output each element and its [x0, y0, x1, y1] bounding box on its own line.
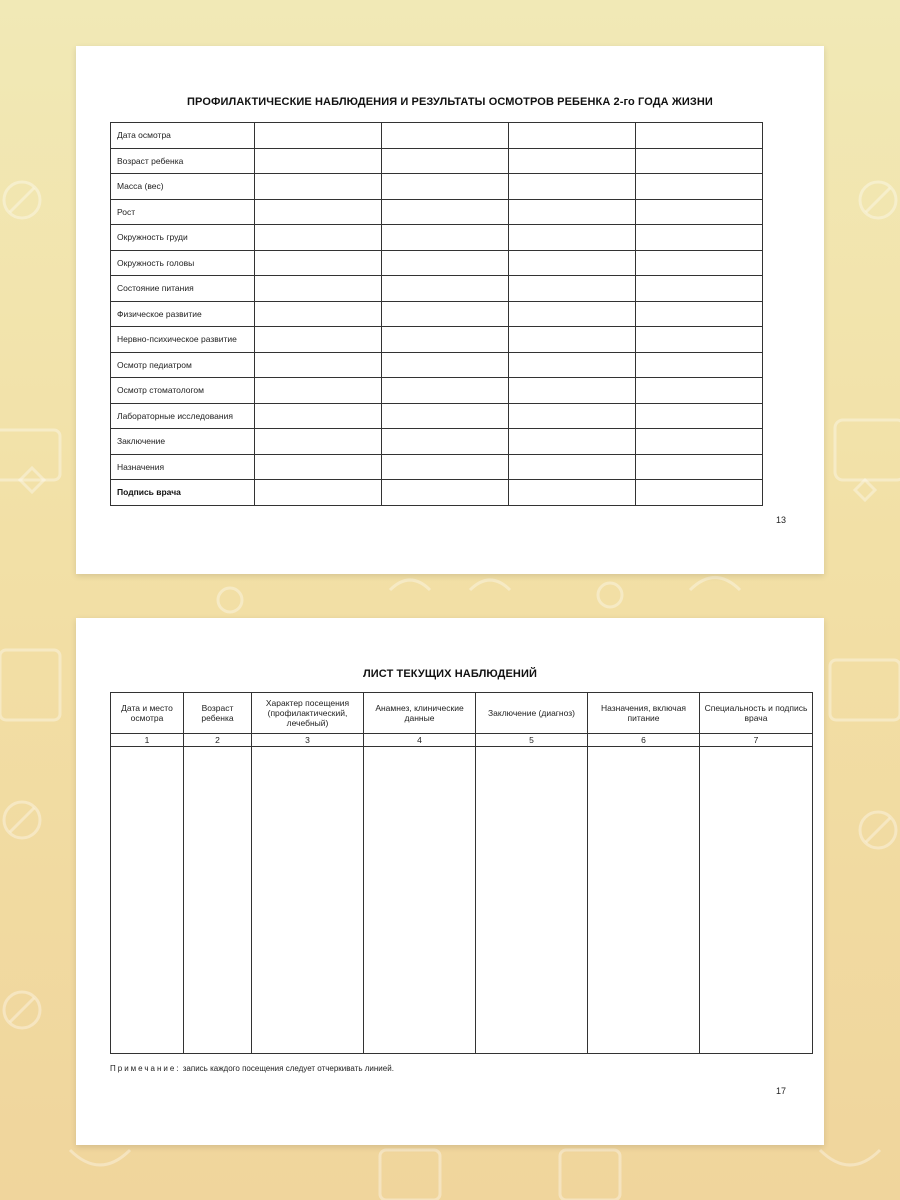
column-number: 6 [588, 734, 700, 747]
entry-cell[interactable] [636, 174, 763, 200]
entry-cell[interactable] [255, 403, 382, 429]
entry-cell[interactable] [255, 276, 382, 302]
document-page-13 [76, 46, 824, 574]
entry-cell[interactable] [636, 352, 763, 378]
entry-cell[interactable] [509, 250, 636, 276]
entry-cell[interactable] [255, 480, 382, 506]
table-row [111, 276, 763, 302]
entry-cell[interactable] [255, 225, 382, 251]
table-row [111, 123, 763, 149]
row-label: Окружность груди [111, 225, 255, 251]
entry-cell[interactable] [636, 378, 763, 404]
entry-column[interactable] [588, 747, 700, 1054]
entry-cell[interactable] [382, 250, 509, 276]
column-header: Характер посещения (профилактический, лечебный) [252, 693, 364, 734]
entry-cell[interactable] [509, 276, 636, 302]
row-label: Масса (вес) [111, 174, 255, 200]
column-number: 1 [111, 734, 184, 747]
entry-cell[interactable] [636, 123, 763, 149]
column-header: Возраст ребенка [184, 693, 252, 734]
table-body-row [111, 747, 813, 1054]
row-label: Окружность головы [111, 250, 255, 276]
entry-cell[interactable] [509, 148, 636, 174]
row-label: Осмотр педиатром [111, 352, 255, 378]
entry-cell[interactable] [636, 301, 763, 327]
entry-cell[interactable] [509, 199, 636, 225]
table-row [111, 174, 763, 200]
entry-cell[interactable] [255, 250, 382, 276]
row-label: Заключение [111, 429, 255, 455]
entry-cell[interactable] [636, 480, 763, 506]
entry-cell[interactable] [382, 454, 509, 480]
entry-cell[interactable] [382, 301, 509, 327]
entry-column[interactable] [111, 747, 184, 1054]
table-row [111, 225, 763, 251]
row-label: Дата осмотра [111, 123, 255, 149]
entry-cell[interactable] [636, 148, 763, 174]
entry-cell[interactable] [636, 454, 763, 480]
row-label: Физическое развитие [111, 301, 255, 327]
column-header: Анамнез, клинические данные [364, 693, 476, 734]
entry-cell[interactable] [255, 454, 382, 480]
entry-cell[interactable] [636, 225, 763, 251]
column-number: 2 [184, 734, 252, 747]
row-label: Состояние питания [111, 276, 255, 302]
entry-cell[interactable] [382, 174, 509, 200]
table-row [111, 327, 763, 353]
entry-cell[interactable] [382, 123, 509, 149]
row-label: Лабораторные исследования [111, 403, 255, 429]
entry-cell[interactable] [255, 429, 382, 455]
entry-column[interactable] [700, 747, 813, 1054]
entry-cell[interactable] [382, 352, 509, 378]
page-title: ЛИСТ ТЕКУЩИХ НАБЛЮДЕНИЙ [362, 668, 537, 680]
table-row [111, 429, 763, 455]
page-number: 17 [775, 1086, 786, 1096]
column-header: Заключение (диагноз) [476, 693, 588, 734]
entry-cell[interactable] [509, 480, 636, 506]
entry-cell[interactable] [509, 454, 636, 480]
entry-cell[interactable] [509, 123, 636, 149]
entry-cell[interactable] [509, 225, 636, 251]
table-row [111, 199, 763, 225]
entry-cell[interactable] [255, 327, 382, 353]
entry-cell[interactable] [382, 403, 509, 429]
entry-column[interactable] [476, 747, 588, 1054]
preventive-observations-table [110, 122, 763, 506]
column-number: 7 [700, 734, 813, 747]
entry-cell[interactable] [255, 301, 382, 327]
table-row [111, 250, 763, 276]
row-label: Рост [111, 199, 255, 225]
entry-cell[interactable] [255, 199, 382, 225]
entry-cell[interactable] [382, 148, 509, 174]
entry-cell[interactable] [509, 429, 636, 455]
entry-cell[interactable] [382, 225, 509, 251]
row-label: Нервно-психическое развитие [111, 327, 255, 353]
entry-cell[interactable] [382, 327, 509, 353]
entry-cell[interactable] [636, 199, 763, 225]
entry-cell[interactable] [509, 352, 636, 378]
page-number: 13 [775, 515, 786, 525]
entry-column[interactable] [184, 747, 252, 1054]
entry-cell[interactable] [255, 378, 382, 404]
entry-cell[interactable] [255, 352, 382, 378]
entry-cell[interactable] [382, 378, 509, 404]
entry-cell[interactable] [509, 301, 636, 327]
column-header: Специальность и подпись врача [700, 693, 813, 734]
page-title: ПРОФИЛАКТИЧЕСКИЕ НАБЛЮДЕНИЯ И РЕЗУЛЬТАТЫ ОСМОТРОВ РЕБЕНКА 2-го ГОДА ЖИЗНИ [187, 96, 713, 108]
table-row [111, 480, 763, 506]
entry-cell[interactable] [509, 378, 636, 404]
entry-cell[interactable] [509, 327, 636, 353]
entry-cell[interactable] [509, 403, 636, 429]
entry-column[interactable] [364, 747, 476, 1054]
entry-cell[interactable] [255, 148, 382, 174]
note [110, 1064, 394, 1073]
row-label: Осмотр стоматологом [111, 378, 255, 404]
entry-cell[interactable] [636, 276, 763, 302]
note-text: запись каждого посещения следует отчеркивать линией. [182, 1064, 394, 1073]
entry-cell[interactable] [255, 174, 382, 200]
column-number-row [111, 734, 813, 747]
entry-cell[interactable] [382, 429, 509, 455]
entry-cell[interactable] [382, 480, 509, 506]
column-header: Назначения, включая питание [588, 693, 700, 734]
column-number: 5 [476, 734, 588, 747]
table-row [111, 378, 763, 404]
entry-cell[interactable] [636, 250, 763, 276]
entry-cell[interactable] [509, 174, 636, 200]
row-label: Возраст ребенка [111, 148, 255, 174]
entry-cell[interactable] [382, 199, 509, 225]
entry-cell[interactable] [382, 276, 509, 302]
column-header: Дата и место осмотра [111, 693, 184, 734]
column-number: 3 [252, 734, 364, 747]
table-row [111, 352, 763, 378]
entry-cell[interactable] [636, 429, 763, 455]
entry-cell[interactable] [636, 403, 763, 429]
entry-cell[interactable] [255, 123, 382, 149]
note-label: Примечание: [110, 1064, 181, 1073]
entry-cell[interactable] [636, 327, 763, 353]
table-row [111, 148, 763, 174]
document-page-17 [76, 618, 824, 1145]
row-label: Подпись врача [111, 480, 255, 506]
entry-column[interactable] [252, 747, 364, 1054]
table-row [111, 301, 763, 327]
table-header-row [111, 693, 813, 734]
table-row [111, 403, 763, 429]
row-label: Назначения [111, 454, 255, 480]
table-row [111, 454, 763, 480]
current-observations-table [110, 692, 813, 1054]
column-number: 4 [364, 734, 476, 747]
